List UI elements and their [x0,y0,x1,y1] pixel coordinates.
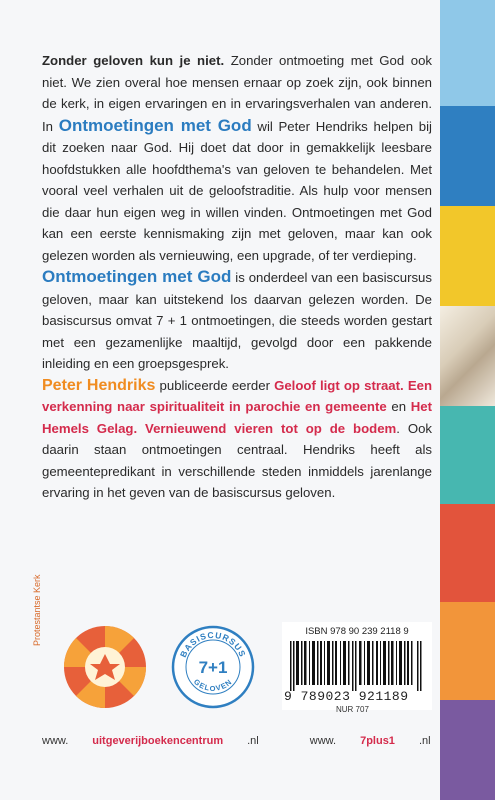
paragraph-1 [42,50,432,266]
protestantse-kerk-logo [62,624,148,710]
paragraph-3-text-b: en [386,399,411,414]
earlier-book-1: Geloof ligt op straat. Een verkenning naar spiritualiteit in parochie en gemeente [42,377,433,414]
url1-domain: uitgeverijboekencentrum [92,735,224,747]
barcode-bars [290,641,422,691]
nur-code: NUR 707 [336,705,369,714]
protestantse-kerk-label: Protestantse Kerk [32,574,42,646]
course-url[interactable] [310,735,455,747]
stripe-blue [440,106,495,206]
color-stripes [440,0,495,800]
stripe-teal [440,406,495,504]
url1-suffix: .nl [247,735,259,747]
paragraph-2 [42,266,432,375]
url2-suffix: .nl [418,735,431,747]
blurb-text [42,50,432,504]
publisher-url[interactable] [42,735,283,747]
stripe-yellow [440,206,495,306]
book-title-1: Ontmoetingen met God [58,115,252,135]
stripe-photo [440,306,495,406]
footer-links [42,735,479,747]
paragraph-2-text: is onderdeel van een basiscursus geloven, maar kan uitstekend los daarvan gelezen worden. De basiscursus omvat 7 + 1 ontmoetingen, die steeds worden gestart met een gezamenlijke maaltijd, gevolgd door een pakkende inleiding en een groepsgesprek. [42,270,432,371]
basiscursus-bottom-text: GELOVEN [191,677,235,693]
stripe-orange [440,602,495,700]
stripe-red [440,504,495,602]
stripe-purple [440,700,495,800]
url2-domain: 7plus1 [360,735,395,747]
book-title-2: Ontmoetingen met God [42,267,232,286]
paragraph-3-text-a: publiceerde eerder [155,377,275,393]
url2-prefix: www. [309,735,337,747]
paragraph-3-text-c: . Ook daarin staan ontmoetingen centraal. Hendriks heeft als gemeentepredikant in verschillende steden inmiddels jarenlange ervaring in het geven van de basiscursus geloven. [42,420,433,500]
url1-prefix: www. [42,735,69,747]
barcode-digits: 9 789023 921189 [284,689,409,704]
logos-area [32,574,272,724]
paragraph-3 [42,375,432,504]
opening-line: Zonder geloven kun je niet. [42,53,225,68]
basiscursus-top-text: BASISCURSUS [177,629,249,659]
paragraph-1-tail: wil Peter Hendriks helpen bij dit zoeken naar God. Hij doet dat door in gemakkelijk leesbare hoofdstukken alle hoofdthema's van geloven te behandelen. Met vooral veel verhalen uit de geloofstraditie. Als hulp voor mensen die daar hun eigen weg in willen vinden. Ontmoetingen met God kan een eerste kennismaking zijn met geloven, maar kan ook gelezen worden als vernieuwing, een upgrade, of ter verdieping. [42,118,432,263]
basiscursus-center-text: 7+1 [198,658,228,677]
isbn-number: ISBN 978 90 239 2118 9 [305,626,409,637]
author-name: Peter Hendriks [42,376,156,394]
earlier-book-2: Het Hemels Gelag. Vernieuwend vieren tot op de bodem [42,399,432,436]
stripe-light-blue [440,0,495,106]
paragraph-1-text: Zonder ontmoeting met God ook niet. We zien overal hoe mensen ernaar op zoek zijn, ook binnen de kerk, in eigen ervaringen en in ervaringsverhalen van anderen. In [42,53,432,134]
basiscursus-logo [170,624,256,710]
